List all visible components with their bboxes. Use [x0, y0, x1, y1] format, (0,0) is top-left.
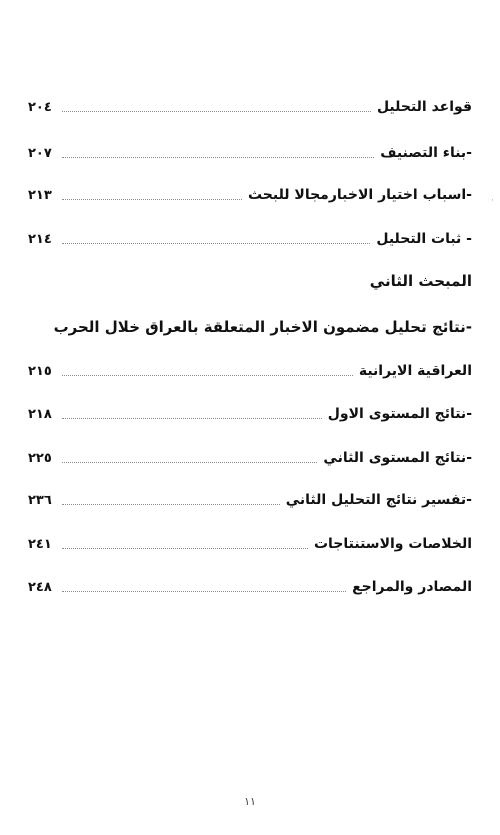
toc-entry-title: -بناء التصنيف	[374, 145, 472, 161]
toc-entry-title: الخلاصات والاستنتاجات	[308, 536, 472, 552]
toc-entry-page: ٢١٨	[28, 406, 52, 422]
page-number: ١١	[244, 795, 256, 808]
toc-entry-title: -اسباب اختيار الاخبارمجالا للبحث	[242, 187, 472, 203]
dot-leader	[62, 591, 346, 592]
toc-entry	[28, 489, 472, 511]
toc-entry-title: - ثبات التحليل	[370, 231, 472, 247]
toc-entry	[28, 142, 472, 164]
toc-entry-page: ٢٠٧	[28, 145, 52, 161]
toc-entry-page: ٢٢٥	[28, 450, 52, 466]
toc-entry-title: -نتائج المستوى الاول	[322, 406, 472, 422]
toc-entry	[28, 96, 472, 118]
dot-leader	[62, 462, 318, 463]
toc-entry	[28, 447, 472, 469]
dot-leader	[62, 243, 371, 244]
toc-entry-page: ٢١٣	[28, 187, 52, 203]
toc-entry-page: ٢٤١	[28, 536, 52, 552]
toc-entry	[28, 403, 472, 425]
toc-entry-title: العراقية الايرانية	[353, 363, 472, 379]
section-intro: -نتائج تحليل مضمون الاخبار المتعلقة بالعراق خلال الحرب	[53, 318, 472, 336]
section-heading: المبحث الثاني	[369, 272, 472, 290]
dot-leader	[62, 157, 374, 158]
dot-leader	[62, 418, 322, 419]
toc-entry-page: ٢٤٨	[28, 579, 52, 595]
toc-entry-page: ٢١٤	[28, 231, 52, 247]
dot-leader	[62, 375, 353, 376]
toc-entry	[28, 360, 472, 382]
dot-leader	[62, 504, 280, 505]
toc-entry-title: -نتائج المستوى الثاني	[317, 450, 472, 466]
toc-entry-title: -تفسير نتائج التحليل الثاني	[280, 492, 472, 508]
toc-entry-page: ٢٣٦	[28, 492, 52, 508]
dot-leader	[62, 199, 242, 200]
dot-leader	[62, 111, 371, 112]
toc-entry-title: قواعد التحليل	[371, 99, 472, 115]
toc-entry	[28, 533, 472, 555]
toc-entry	[28, 576, 472, 598]
toc-entry	[28, 184, 472, 206]
scan-speck-mark: ·	[491, 196, 494, 206]
toc-entry	[28, 228, 472, 250]
toc-entry-title: المصادر والمراجع	[346, 579, 472, 595]
dot-leader	[62, 548, 308, 549]
toc-entry-page: ٢٠٤	[28, 99, 52, 115]
toc-entry-page: ٢١٥	[28, 363, 52, 379]
